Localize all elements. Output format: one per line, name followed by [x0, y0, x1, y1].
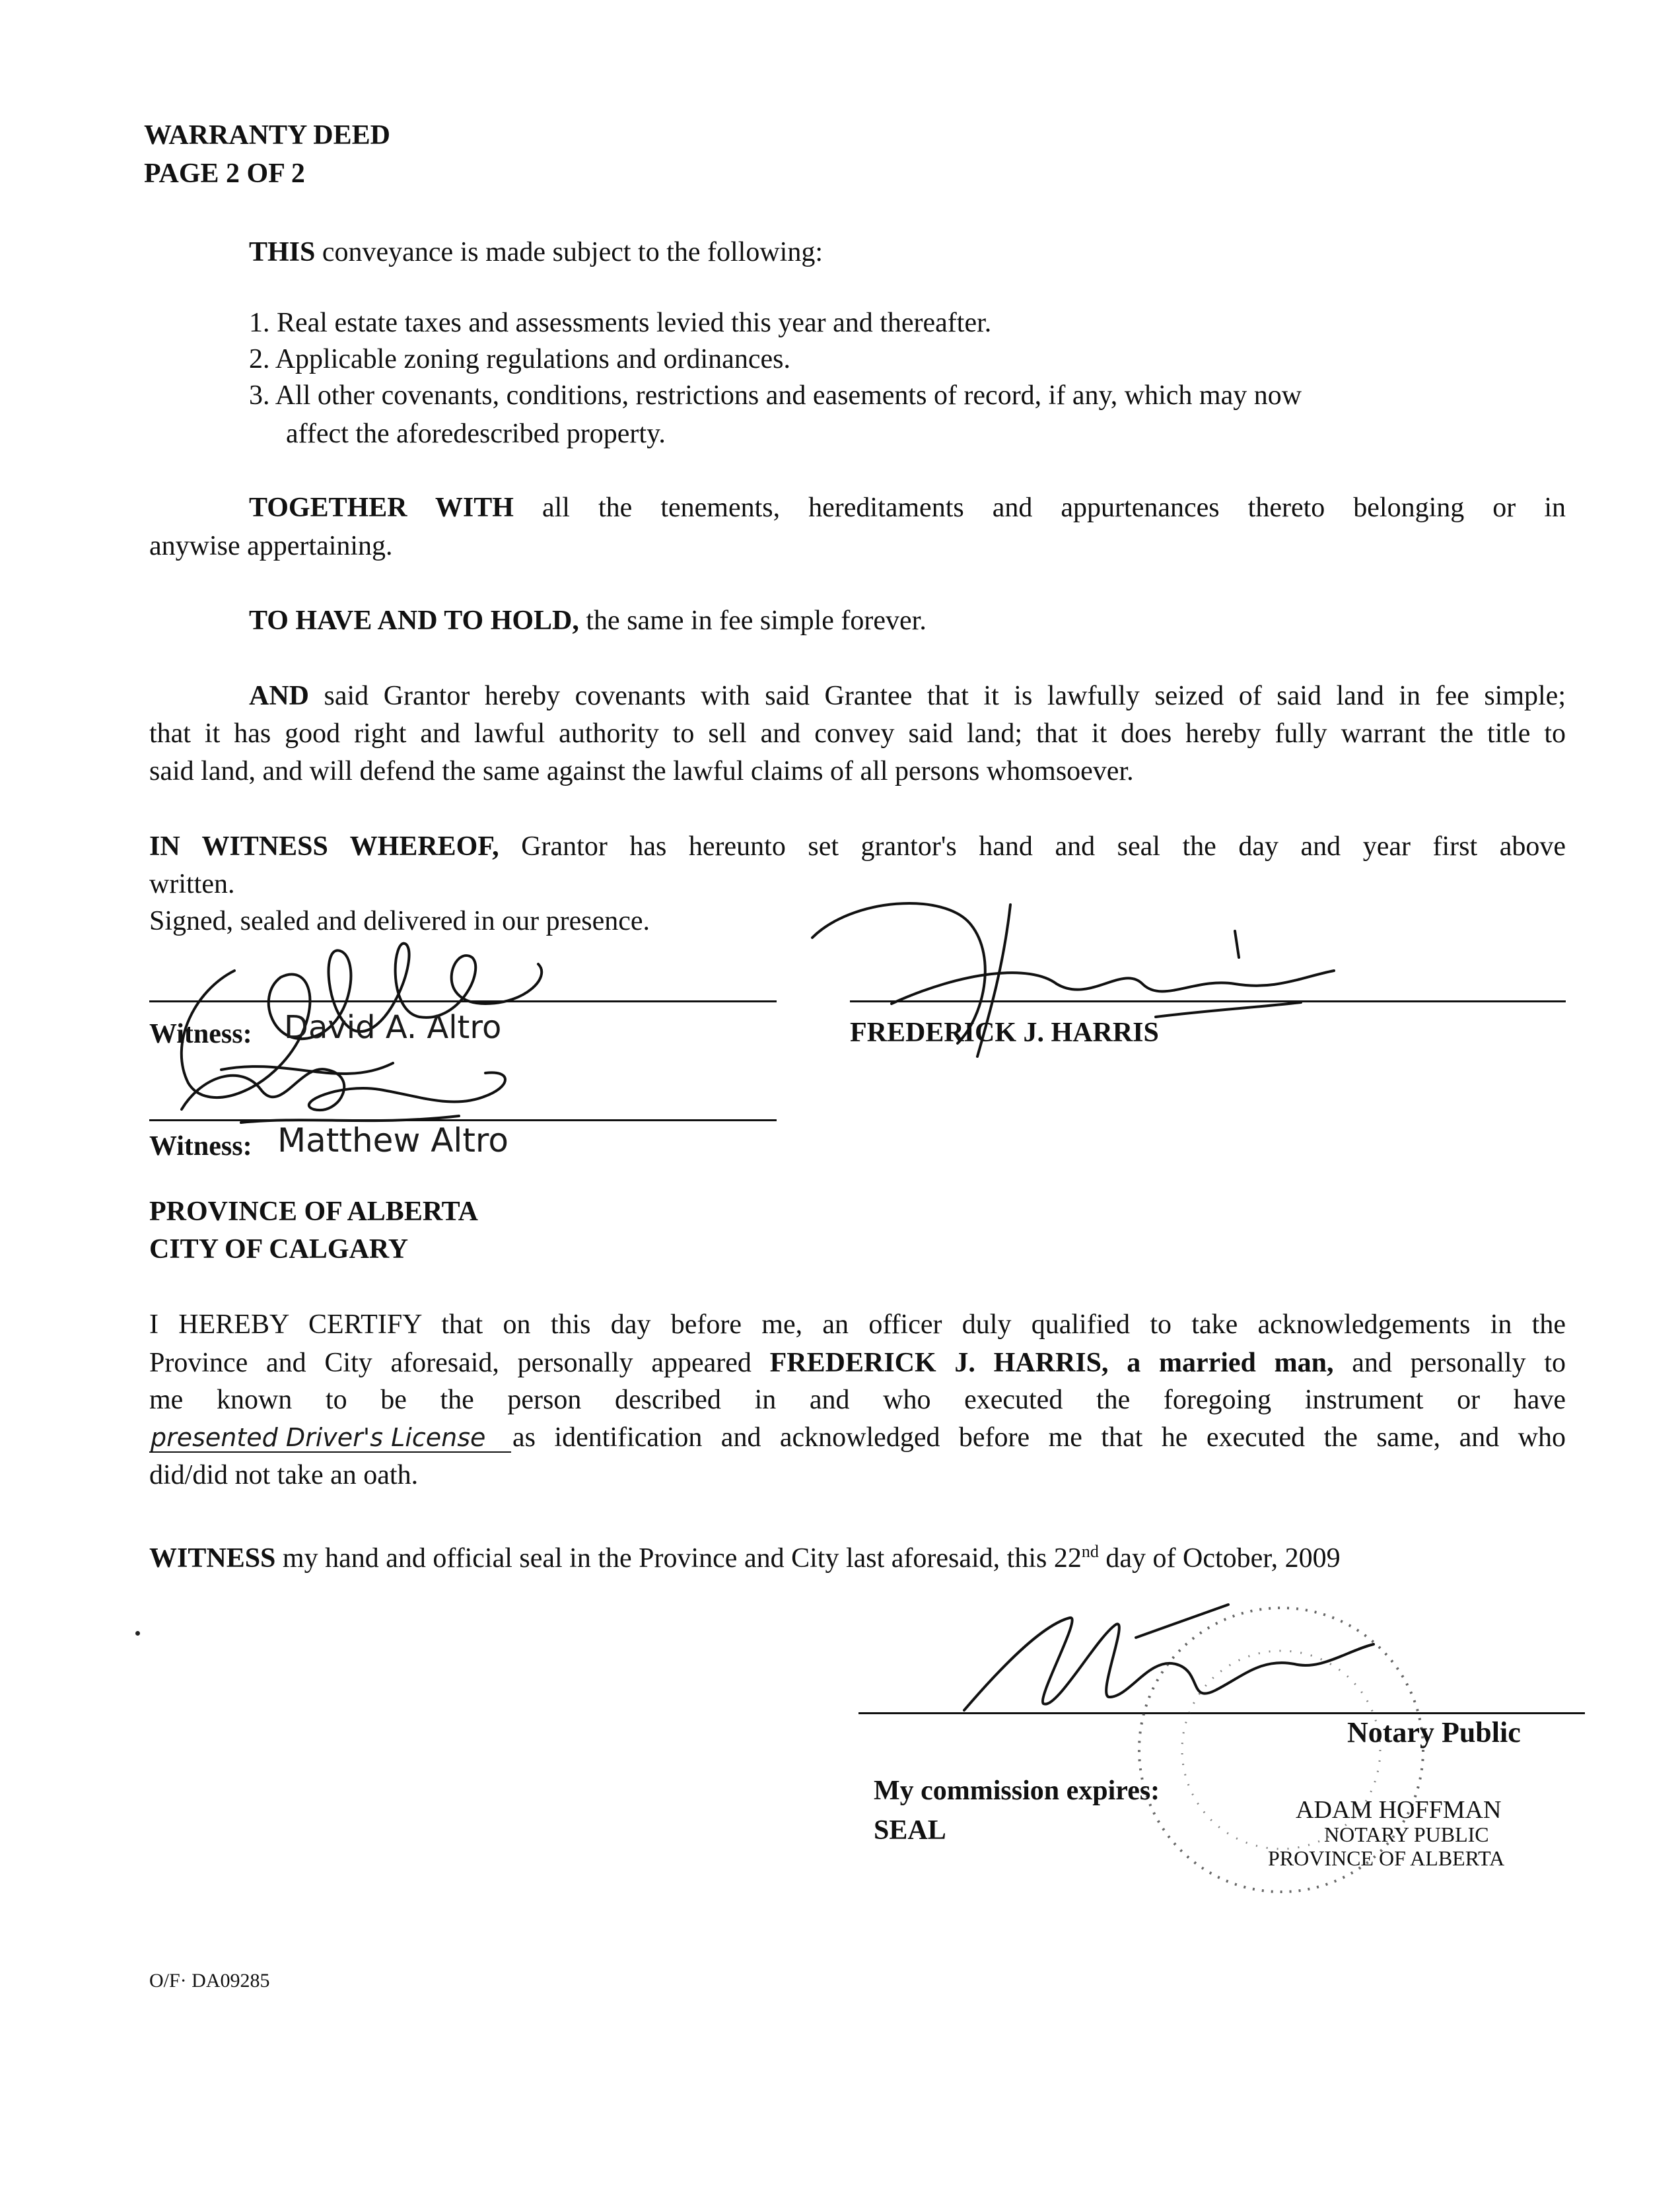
covenant-line2: that it has good right and lawful authority to sell and convey said land; that it does hereby fully warrant the title to: [149, 718, 1566, 749]
certificate-line3: me known to be the person described in and who executed the foregoing instrument or have: [149, 1385, 1566, 1415]
commission-expires-label: My commission expires:: [874, 1776, 1160, 1806]
notary-witness-line: WITNESS my hand and official seal in the Province and City last aforesaid, this 22nd day of October, 2009: [149, 1542, 1341, 1574]
witness2-label: Witness:: [149, 1131, 252, 1162]
notary-stamp-name: ADAM HOFFMAN: [1296, 1796, 1502, 1824]
certificate-line4: as identification and acknowledged before me that he executed the same, and who: [512, 1422, 1566, 1453]
together-with-line1: TOGETHER WITH all the tenements, hereditaments and appurtenances thereto belonging or in: [249, 493, 1566, 523]
document-title: WARRANTY DEED: [144, 120, 390, 151]
certificate-line5: did/did not take an oath.: [149, 1460, 419, 1490]
jurisdiction-province: PROVINCE OF ALBERTA: [149, 1197, 478, 1227]
notary-public-title: Notary Public: [1347, 1716, 1521, 1749]
jurisdiction-city: CITY OF CALGARY: [149, 1234, 409, 1265]
certificate-line1: I HEREBY CERTIFY that on this day before me, an officer duly qualified to take acknowledgements in the: [149, 1309, 1566, 1340]
page-number: PAGE 2 OF 2: [144, 158, 305, 189]
notary-stamp-province: PROVINCE OF ALBERTA: [1268, 1846, 1505, 1870]
together-with-line2: anywise appertaining.: [149, 531, 393, 561]
condition-3: 3. All other covenants, conditions, restrictions and easements of record, if any, which may now: [249, 380, 1302, 411]
condition-2: 2. Applicable zoning regulations and ordinances.: [249, 344, 790, 374]
witness-clause-line3: Signed, sealed and delivered in our presence.: [149, 906, 650, 936]
identification-handwritten: presented Driver's License: [151, 1423, 486, 1452]
grantor-printed-name: FREDERICK J. HARRIS: [850, 1018, 1159, 1048]
witness2-printed-name: Matthew Altro: [277, 1121, 508, 1160]
condition-3-cont: affect the aforedescribed property.: [286, 419, 666, 449]
covenant-line1: AND said Grantor hereby covenants with said Grantee that it is lawfully seized of said land in fee simple;: [249, 681, 1566, 711]
file-number: O/F· DA09285: [149, 1970, 270, 1992]
witness1-printed-name: David A. Altro: [284, 1009, 502, 1046]
notary-stamp-title: NOTARY PUBLIC: [1324, 1822, 1489, 1846]
witness1-label: Witness:: [149, 1019, 252, 1049]
condition-1: 1. Real estate taxes and assessments levied this year and thereafter.: [249, 308, 992, 338]
witness-clause-line2: written.: [149, 869, 235, 899]
seal-label: SEAL: [874, 1815, 946, 1846]
habendum-clause: TO HAVE AND TO HOLD, the same in fee simple forever.: [249, 606, 927, 636]
witness-clause-line1: IN WITNESS WHEREOF, Grantor has hereunto set grantor's hand and seal the day and year first above: [149, 831, 1566, 862]
covenant-line3: said land, and will defend the same against the lawful claims of all persons whomsoever.: [149, 756, 1134, 786]
certificate-line2: Province and City aforesaid, personally appeared FREDERICK J. HARRIS, a married man, and personally to: [149, 1348, 1566, 1378]
intro-line: THIS conveyance is made subject to the following:: [249, 237, 823, 267]
stray-mark: [135, 1631, 140, 1636]
